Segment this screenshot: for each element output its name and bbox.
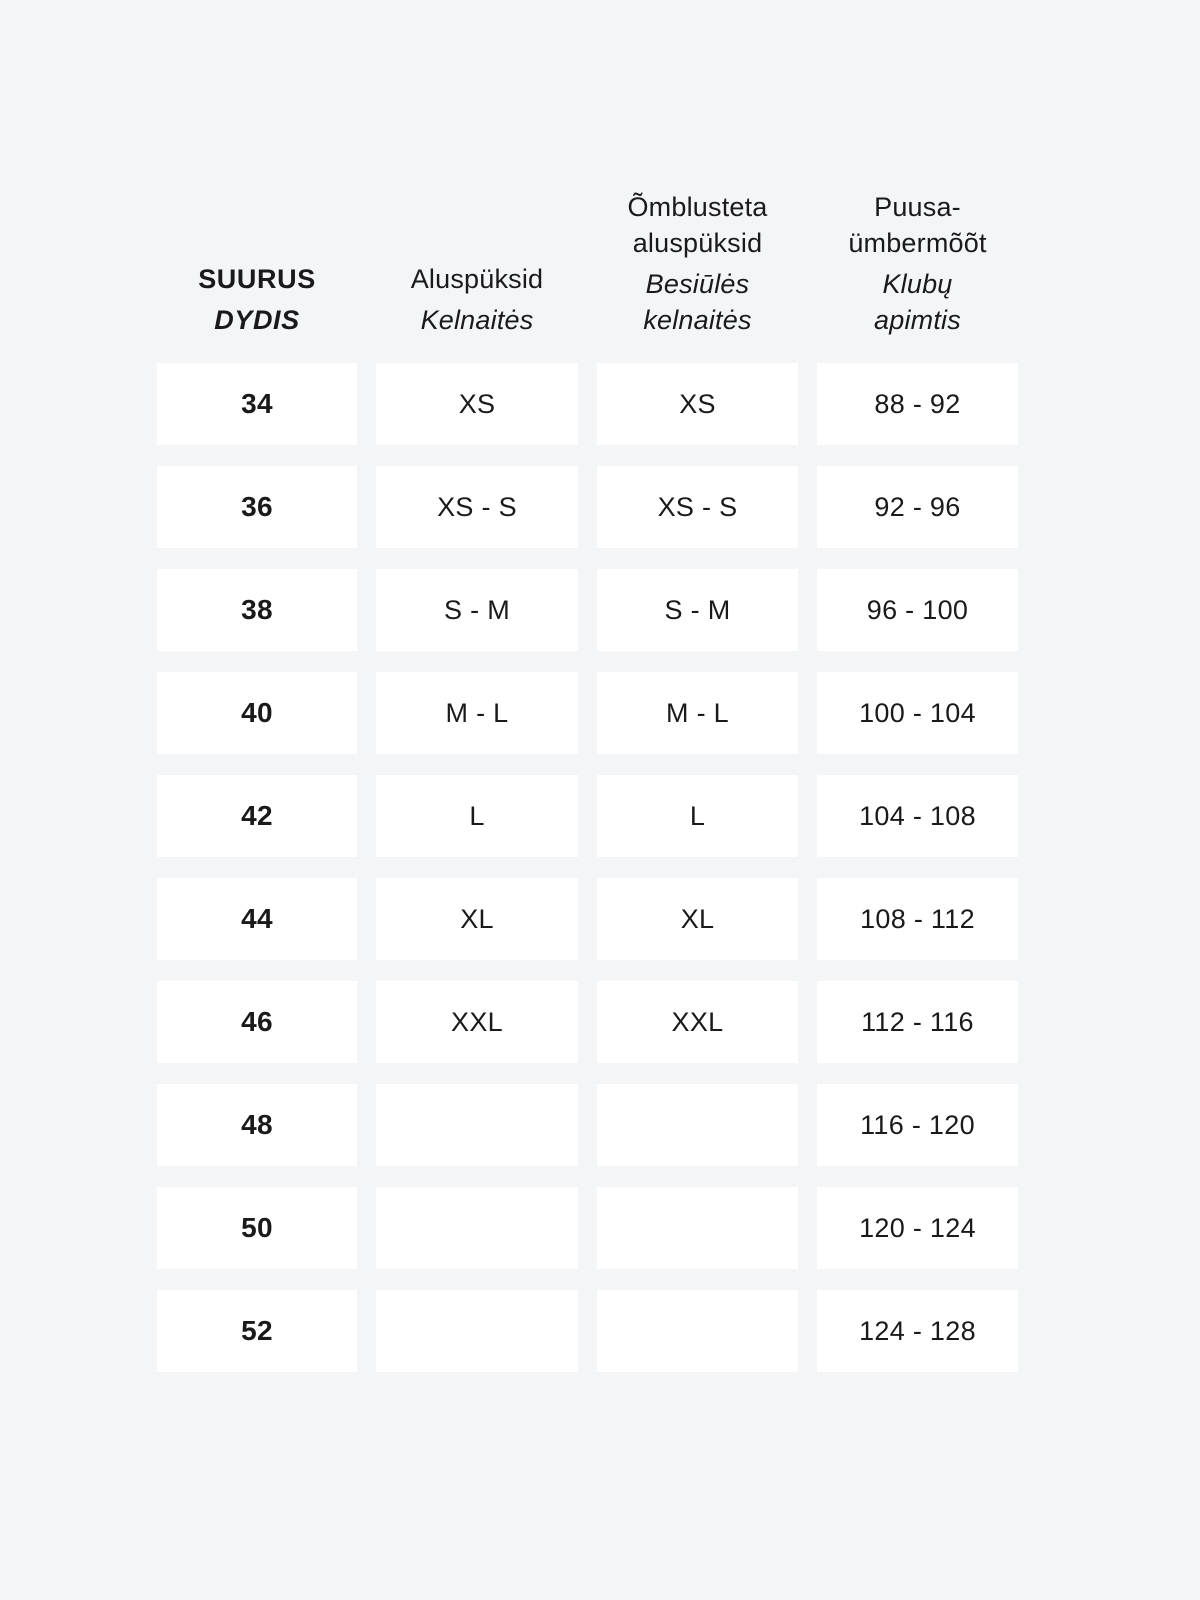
header-hip-column — [817, 189, 1018, 338]
hip-cell: 100 - 104 — [817, 672, 1018, 754]
size-chart-header — [157, 0, 1018, 338]
size-cell: 36 — [157, 466, 357, 548]
header-seamless-lt-line-2: kelnaitės — [643, 305, 752, 335]
header-briefs-lt-line: Kelnaitės — [420, 305, 534, 335]
header-seamless-briefs-column — [597, 189, 798, 338]
table-row — [157, 775, 1018, 857]
briefs-cell: S - M — [376, 569, 578, 651]
size-cell: 34 — [157, 363, 357, 445]
size-cell: 38 — [157, 569, 357, 651]
header-hip-lt-line-1: Klubų — [882, 269, 953, 299]
size-cell: 52 — [157, 1290, 357, 1372]
seamless-briefs-cell: XS - S — [597, 466, 798, 548]
header-briefs-et-line: Aluspüksid — [410, 264, 544, 294]
table-row — [157, 363, 1018, 445]
table-row — [157, 569, 1018, 651]
header-seamless-et-line-2: aluspüksid — [632, 228, 763, 258]
header-size-column — [157, 261, 357, 338]
briefs-cell: M - L — [376, 672, 578, 754]
size-cell: 40 — [157, 672, 357, 754]
table-row — [157, 1290, 1018, 1372]
seamless-briefs-cell: XS — [597, 363, 798, 445]
hip-cell: 104 - 108 — [817, 775, 1018, 857]
briefs-cell: XL — [376, 878, 578, 960]
briefs-cell: XS - S — [376, 466, 578, 548]
hip-cell: 116 - 120 — [817, 1084, 1018, 1166]
hip-cell: 124 - 128 — [817, 1290, 1018, 1372]
header-size-lt-line: DYDIS — [214, 305, 300, 335]
hip-cell: 120 - 124 — [817, 1187, 1018, 1269]
table-row — [157, 1187, 1018, 1269]
header-size-et-line: SUURUS — [198, 264, 316, 294]
header-hip-et-line-1: Puusa- — [874, 192, 961, 222]
hip-cell: 88 - 92 — [817, 363, 1018, 445]
size-cell: 46 — [157, 981, 357, 1063]
size-cell: 42 — [157, 775, 357, 857]
table-row — [157, 981, 1018, 1063]
briefs-cell — [376, 1187, 578, 1269]
seamless-briefs-cell — [597, 1290, 798, 1372]
seamless-briefs-cell: M - L — [597, 672, 798, 754]
hip-cell: 92 - 96 — [817, 466, 1018, 548]
table-row — [157, 878, 1018, 960]
hip-cell: 108 - 112 — [817, 878, 1018, 960]
table-row — [157, 466, 1018, 548]
briefs-cell: XXL — [376, 981, 578, 1063]
seamless-briefs-cell — [597, 1084, 798, 1166]
briefs-cell — [376, 1290, 578, 1372]
size-cell: 48 — [157, 1084, 357, 1166]
seamless-briefs-cell: L — [597, 775, 798, 857]
size-cell: 50 — [157, 1187, 357, 1269]
header-hip-lt-line-2: apimtis — [874, 305, 961, 335]
header-seamless-lt-line-1: Besiūlės — [645, 269, 750, 299]
header-briefs-column — [376, 261, 578, 338]
seamless-briefs-cell: S - M — [597, 569, 798, 651]
size-chart — [157, 0, 1018, 1393]
header-seamless-et-line-1: Õmblusteta — [627, 192, 768, 222]
table-row — [157, 1084, 1018, 1166]
hip-cell: 96 - 100 — [817, 569, 1018, 651]
hip-cell: 112 - 116 — [817, 981, 1018, 1063]
seamless-briefs-cell: XL — [597, 878, 798, 960]
seamless-briefs-cell — [597, 1187, 798, 1269]
briefs-cell: L — [376, 775, 578, 857]
header-hip-et-line-2: ümbermõõt — [848, 228, 987, 258]
briefs-cell: XS — [376, 363, 578, 445]
seamless-briefs-cell: XXL — [597, 981, 798, 1063]
table-row — [157, 672, 1018, 754]
briefs-cell — [376, 1084, 578, 1166]
size-cell: 44 — [157, 878, 357, 960]
